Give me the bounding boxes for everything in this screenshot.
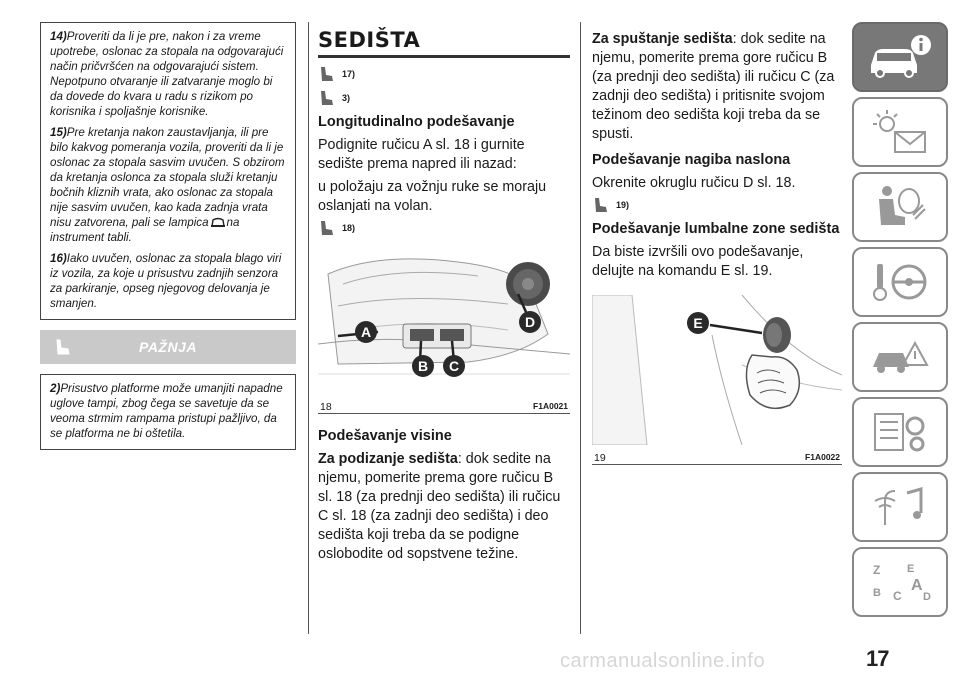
svg-text:Z: Z [873, 563, 881, 577]
svg-text:C: C [893, 589, 902, 603]
multimedia-icon [865, 481, 935, 533]
heading-height: Podešavanje visine [318, 428, 452, 444]
paragraph: Za podizanje sedišta: dok sedite na njemu, pomerite prema gore ručicu B sl. 18 (za prednji deo sedišta) ili ručicu C sl. 18 (za zadnji deo sedišta) i deo sedišta koji treba da se podigne oslobodite od sopstvene težine. [318, 451, 561, 562]
tab-index[interactable] [852, 547, 948, 617]
index-icon [865, 556, 935, 608]
paragraph: Da biste izvršili ovo podešavanje, delujte na komandu E sl. 19. [592, 244, 804, 279]
callout-e [687, 312, 709, 334]
svg-text:A: A [360, 324, 372, 340]
right-column [592, 22, 842, 465]
car-info-icon [865, 31, 935, 83]
note-16: 16)Iako uvučen, oslonac za stopala blago viri iz vozila, za koje u prisustvu zadnjih senzora za parkiranje, opseg njegovog delovanja je smanjen. [50, 252, 282, 310]
svg-text:D: D [524, 314, 536, 330]
emergency-icon [865, 331, 935, 383]
maintenance-icon [865, 406, 935, 458]
figure-code: F1A0021 [533, 401, 568, 411]
ref-17: 17) [318, 66, 570, 82]
seat-warning-icon [318, 90, 336, 106]
warning-title: PAŽNJA [139, 339, 197, 355]
airbag-icon [865, 181, 935, 233]
warning-box: 2)Prisustvo platforme može umanjiti napadne uglove tampi, zbog čega se savetuje da se veoma strmim rampama pristupi pažljivo, da se platforma ne bi oštetila. [40, 374, 296, 450]
seat-warning-icon [52, 338, 72, 356]
callout-b [412, 355, 434, 377]
figure-18 [318, 244, 570, 414]
note-15: 15)Pre kretanja nakon zaustavljanja, ili pre bilo kakvog pomeranja vozila, proveriti da li je oslonac za stopala sasvim uvučen. S obzirom da kretanja oslonca za stopala služi kretanju bočnih kliznih vrata, ako oslonac za stopala nije sasvim uvučen, kao kada zadnja vrata nisu zatvorena, pali se lampica na instrument tabli. [50, 126, 285, 244]
figure-19 [592, 295, 842, 465]
seat-warning-icon [318, 66, 336, 82]
callout-a [355, 321, 377, 343]
warning-banner [40, 330, 296, 364]
paragraph: u položaju za vožnju ruke se moraju oslanjati na volan. [318, 179, 547, 214]
watermark: carmanualsonline.info [560, 650, 766, 672]
tab-warning-lights[interactable] [852, 97, 948, 167]
svg-text:E: E [693, 315, 703, 331]
heading-recline: Podešavanje nagiba naslona [592, 152, 791, 168]
paragraph: Okrenite okruglu ručicu D sl. 18. [592, 175, 796, 191]
seat-controls-illustration [318, 244, 570, 394]
tab-starting-driving[interactable] [852, 247, 948, 317]
chapter-tabs [852, 22, 948, 622]
tab-emergency[interactable] [852, 322, 948, 392]
door-open-lamp-icon [210, 216, 226, 228]
steering-key-icon [865, 256, 935, 308]
svg-text:A: A [911, 577, 923, 594]
lumbar-control-illustration [592, 295, 842, 445]
ref-19: 19) [592, 197, 842, 213]
notes-box [40, 22, 296, 320]
heading-lumbar: Podešavanje lumbalne zone sedišta [592, 221, 840, 237]
svg-text:E: E [907, 563, 915, 575]
ref-3: 3) [318, 90, 570, 106]
title-rule [318, 55, 570, 58]
left-column [40, 22, 296, 450]
page-number: 17 [866, 646, 889, 671]
note-14: 14)Proveriti da li je pre, nakon i za vreme upotrebe, oslonac za stopala na odgovarajući način pričvršćen na odgovarajući sistem. Nepotpuno otvaranje ili zatvaranje moglo bi da dovede do kvara u radu s rizikom po korisnika i spoljašnje korisnike. [50, 30, 284, 118]
ref-18: 18) [318, 220, 570, 236]
column-divider [580, 22, 581, 634]
figure-number: 18 [320, 401, 332, 413]
svg-text:C: C [448, 358, 460, 374]
tab-car-info[interactable] [852, 22, 948, 92]
svg-text:B: B [873, 587, 881, 599]
tab-airbag[interactable] [852, 172, 948, 242]
tab-multimedia[interactable] [852, 472, 948, 542]
paragraph: Podignite ručicu A sl. 18 i gurnite sedište prema napred ili nazad: [318, 137, 525, 172]
figure-code: F1A0022 [805, 452, 840, 462]
section-title: SEDIŠTA [318, 28, 421, 52]
callout-c [443, 355, 465, 377]
tab-maintenance[interactable] [852, 397, 948, 467]
svg-text:D: D [923, 591, 931, 603]
svg-text:B: B [417, 358, 429, 374]
figure-caption [592, 450, 842, 464]
callout-d [519, 311, 541, 333]
warning-lights-icon [865, 106, 935, 158]
column-divider [308, 22, 309, 634]
heading-longitudinal: Longitudinalno podešavanje [318, 114, 515, 130]
seat-warning-icon [318, 220, 336, 236]
middle-column [318, 22, 570, 568]
figure-number: 19 [594, 452, 606, 464]
figure-caption [318, 399, 570, 413]
seat-warning-icon [592, 197, 610, 213]
paragraph: Za spuštanje sedišta: dok sedite na njemu, pomerite prema gore ručicu B (za prednji deo sedišta) ili ručicu C (za zadnji deo sedišta) i pritisnite svojom težinom deo sedišta koji treba da se spusti. [592, 31, 835, 142]
